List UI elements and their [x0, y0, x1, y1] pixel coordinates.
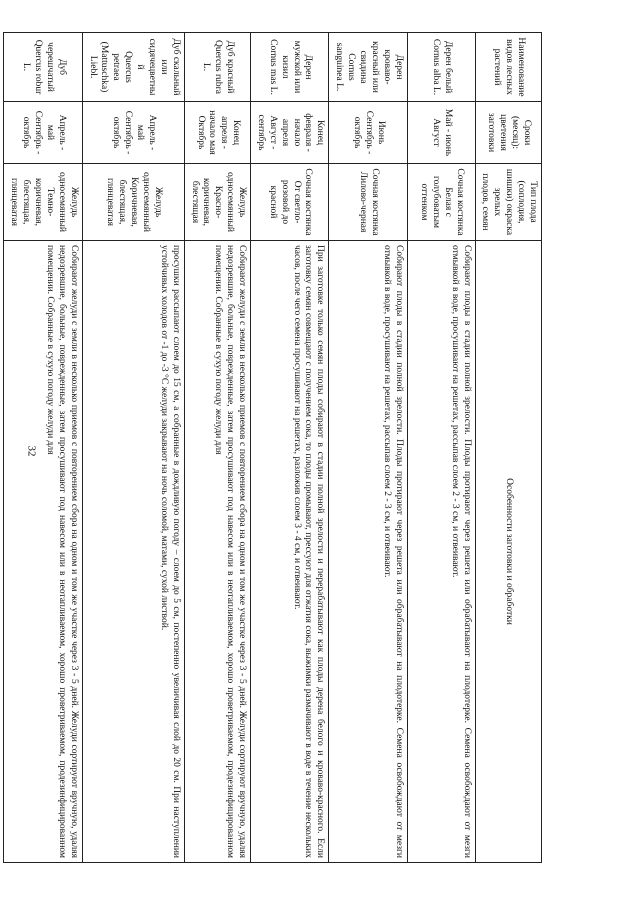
species-cell: Дерен белый Cornus alba L.	[407, 33, 475, 102]
species-cell: Дуб черешчатый Quercus robur L.	[4, 33, 82, 102]
harvest-table	[4, 32, 543, 863]
page-number: 32	[25, 445, 38, 457]
header-fruit-type: Тип плода (соплодия, шишки) окраска зрелых плодов, семян	[475, 164, 541, 241]
header-terms: Сроки (месяц): цветения заготовки	[475, 102, 541, 164]
species-cell: Дерен кроваво- красный или свидина Cornus sanguinea L.	[329, 33, 407, 102]
terms-cell: Июнь Сентябрь - октябрь	[329, 102, 407, 164]
table-row	[329, 33, 407, 863]
fruit-cell: Желудь односемянный Красно-коричневая, блестящая	[184, 164, 250, 241]
fruit-cell: Желудь односемянный Коричневая, блестящая, глянцеватая	[82, 164, 184, 241]
table-row	[82, 33, 184, 863]
terms-cell: Май - июнь Август	[407, 102, 475, 164]
fruit-cell: Сочная костянка Лилово-черная	[329, 164, 407, 241]
species-cell: Дуб красный Quercus rubra L.	[184, 33, 250, 102]
species-cell: Дерен мужской или кизил Cornus mas L.	[251, 33, 329, 102]
table-row	[407, 33, 475, 863]
terms-cell: Конец апреля - начало мая Октябрь	[184, 102, 250, 164]
table-row	[4, 33, 82, 863]
terms-cell: Апрель - май Сентябрь - октябрь	[82, 102, 184, 164]
terms-cell: Апрель - май Сентябрь - октябрь	[4, 102, 82, 164]
header-species: Наименование видов лесных растений	[475, 33, 541, 102]
table-row	[251, 33, 329, 863]
header-harvest-features: Особенности заготовки и обработки	[475, 241, 541, 863]
terms-cell: Конец февраля - начало апреля Август - сентябрь	[251, 102, 329, 164]
description-cell: Собирают плоды в стадии полной зрелости. Плоды протирают через решета или обрабатывают на плодотерке. Семена освобождают от мезги отмывкой в воде, просушивают на решетах, рассыпав слоем 2 - 3 см, и отвеивают.	[407, 241, 475, 863]
table-header-row	[475, 33, 541, 863]
fruit-cell: Сочная костянка Белая с голубоватым оттенком	[407, 164, 475, 241]
table-row	[184, 33, 250, 863]
description-cell: Собирают желуди с земли в несколько приемов с повторением сбора на одном и том же участке через 3 - 5 дней. Желуди сортируют вручную, удаляя недозревшие, больные, поврежденные, затем просушивают под навесом или в неотапливаемом, хорошо проветриваемом, продезинфицированном помещении. Собранные в сухую погоду желуди для	[184, 241, 250, 863]
description-cell: Собирают плоды в стадии полной зрелости. Плоды протирают через решета или обрабатывают на плодотерке. Семена освобождают от мезги отмывкой в воде, просушивают на решетах, рассыпав слоем 2 - 3 см, и отвеивают.	[329, 241, 407, 863]
description-cell: При заготовке только семян плоды собирают в стадии полной зрелости и перерабатывают как плоды дерена белого и кроваво-красного. Если заготовку семян совмещают с получением сока, то плоды промывают, прессуют для отжатия сока, выжимки размачивают в воде в течение нескольких часов, после чего семена просушивают на решетах, разложив слоем 3 - 4 см, и отвеивают.	[251, 241, 329, 863]
description-cell: просушки рассыпают слоем до 15 см, а собранные в дождливую погоду – слоем до 5 см, постепенно увеличивая слой до 20 см. При наступлении устойчивых холодов от -1 до -3 °С желуди закрывают на ночь соломой, матами, сухой листвой.	[82, 241, 184, 863]
description-cell: Собирают желуди с земли в несколько приемов с повторением сбора на одном и том же участке через 3 - 5 дней. Желуди сортируют вручную, удаляя недозревшие, больные, поврежденные, затем просушивают под навесом или в неотапливаемом, хорошо проветриваемом, продезинфицированном помещении. Собранные в сухую погоду желуди для	[4, 241, 82, 863]
species-cell: Дуб скальный или сидячецветный Quercus petraea (Mattuschka) Liebl.	[82, 33, 184, 102]
fruit-cell: Желудь односемянный Темно-коричневая, блестящая, глянцеватая	[4, 164, 82, 241]
fruit-cell: Сочная костянка От светло-розовой до красной	[251, 164, 329, 241]
